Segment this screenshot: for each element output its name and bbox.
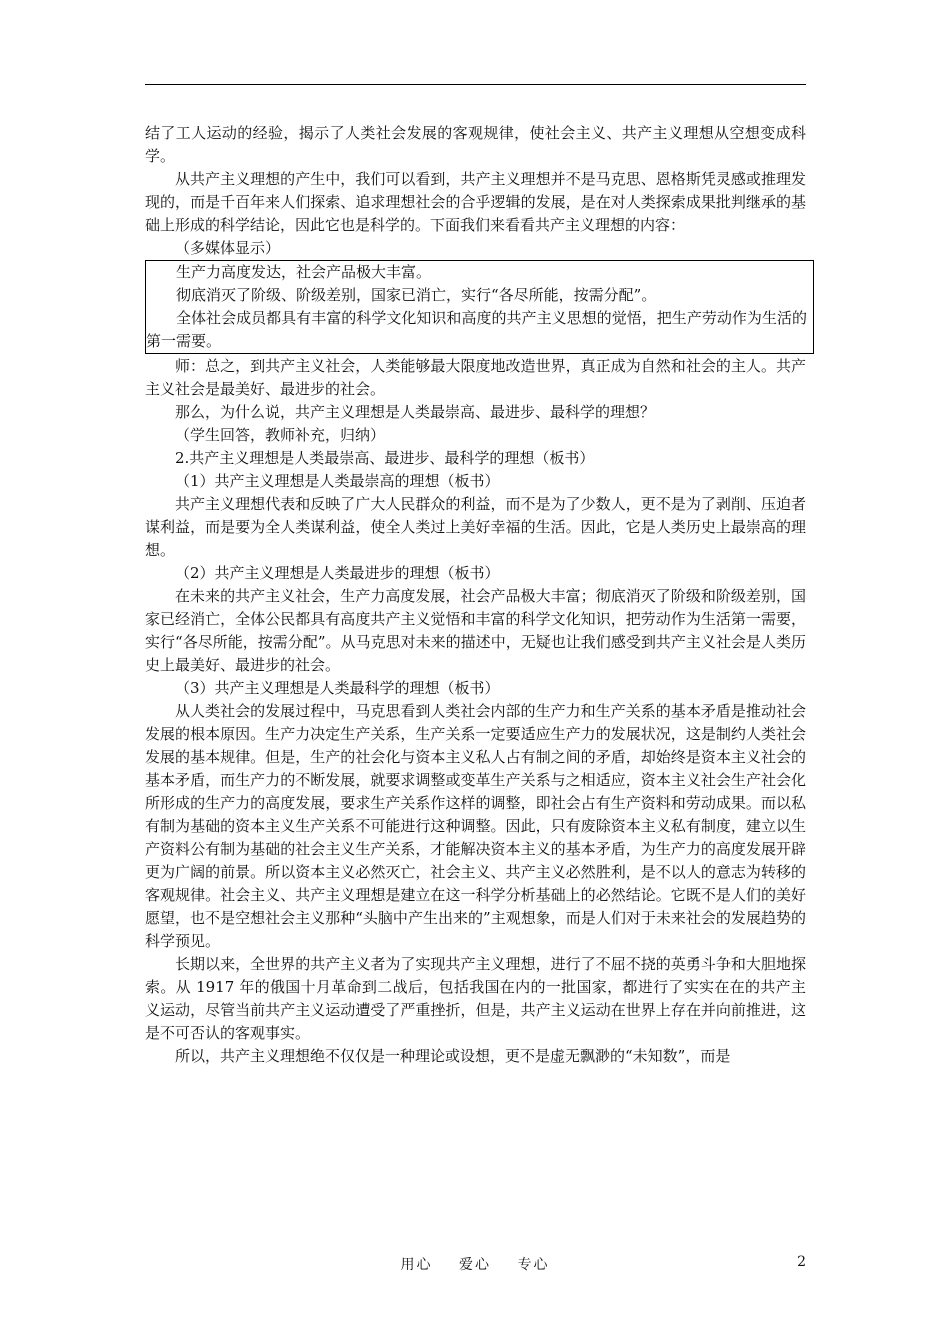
box-line: 全体社会成员都具有丰富的科学文化知识和高度的共产主义思想的觉悟，把生产劳动作为生活的第一需要。	[146, 309, 807, 350]
footer-motto-word: 用心	[400, 1257, 433, 1273]
paragraph: 所以，共产主义理想绝不仅仅是一种理论或设想，更不是虚无飘渺的“未知数”，而是	[175, 1047, 731, 1065]
boxed-content	[145, 260, 814, 354]
subsection-heading: （2）共产主义理想是人类最进步的理想（板书）	[175, 564, 500, 582]
multimedia-note: （多媒体显示）	[175, 239, 281, 257]
footer-motto-word: 专心	[517, 1257, 550, 1273]
subsection-heading: （1）共产主义理想是人类最崇高的理想（板书）	[175, 472, 500, 490]
paragraph: 那么，为什么说，共产主义理想是人类最崇高、最进步、最科学的理想？	[175, 403, 656, 421]
paragraph: 在未来的共产主义社会，生产力高度发展，社会产品极大丰富；彻底消灭了阶级和阶级差别，国家已经消亡，全体公民都具有高度共产主义觉悟和丰富的科学文化知识，把劳动作为生活第一需要，实行“各尽所能，按需分配”。从马克思对未来的描述中，无疑也让我们感受到共产主义社会是人类历史上最美好、最进步的社会。	[145, 587, 806, 674]
paragraph: 师：总之，到共产主义社会，人类能够最大限度地改造世界，真正成为自然和社会的主人。共产主义社会是最美好、最进步的社会。	[145, 357, 806, 398]
paragraph: 从共产主义理想的产生中，我们可以看到，共产主义理想并不是马克思、恩格斯凭灵感或推理发现的，而是千百年来人们探索、追求理想社会的合乎逻辑的发展，是在对人类探索成果批判继承的基础上形成的科学结论，因此它也是科学的。下面我们来看看共产主义理想的内容：	[145, 170, 806, 234]
section-heading: 2.共产主义理想是人类最崇高、最进步、最科学的理想（板书）	[175, 449, 595, 467]
footer-motto	[0, 1254, 950, 1274]
document-body	[145, 122, 806, 1068]
subsection-heading: （3）共产主义理想是人类最科学的理想（板书）	[175, 679, 500, 697]
box-line: 生产力高度发达，社会产品极大丰富。	[176, 263, 432, 281]
paragraph: 从人类社会的发展过程中，马克思看到人类社会内部的生产力和生产关系的基本矛盾是推动社会发展的根本原因。生产力决定生产关系，生产关系一定要适应生产力的发展状况，这是制约人类社会发展的基本规律。但是，生产的社会化与资本主义私人占有制之间的矛盾，却始终是资本主义社会的基本矛盾，而生产力的不断发展，就要求调整或变革生产关系与之相适应，资本主义社会生产社会化所形成的生产力的高度发展，要求生产关系作这样的调整，即社会占有生产资料和劳动成果。而以私有制为基础的资本主义生产关系不可能进行这种调整。因此，只有废除资本主义私有制度，建立以生产资料公有制为基础的社会主义生产关系，才能解决资本主义的基本矛盾，为生产力的高度发展开辟更为广阔的前景。所以资本主义必然灭亡，社会主义、共产主义必然胜利，是不以人的意志为转移的客观规律。社会主义、共产主义理想是建立在这一科学分析基础上的必然结论。它既不是人们的美好愿望，也不是空想社会主义那种“头脑中产生出来的”主观想象，而是人们对于未来社会的发展趋势的科学预见。	[145, 702, 806, 950]
box-line: 彻底消灭了阶级、阶级差别，国家已消亡，实行“各尽所能，按需分配”。	[176, 286, 657, 304]
page-number: 2	[797, 1254, 806, 1270]
paragraph: （学生回答，教师补充，归纳）	[175, 426, 386, 444]
paragraph: 共产主义理想代表和反映了广大人民群众的利益，而不是为了少数人，更不是为了剥削、压迫者谋利益，而是要为全人类谋利益，使全人类过上美好幸福的生活。因此，它是人类历史上最崇高的理想。	[145, 495, 806, 559]
header-rule	[145, 84, 806, 85]
paragraph: 结了工人运动的经验，揭示了人类社会发展的客观规律，使社会主义、共产主义理想从空想变成科学。	[145, 124, 806, 165]
paragraph: 长期以来，全世界的共产主义者为了实现共产主义理想，进行了不屈不挠的英勇斗争和大胆地探索。从 1917 年的俄国十月革命到二战后，包括我国在内的一批国家，都进行了实实在在的共产主义运动，尽管当前共产主义运动遭受了严重挫折，但是，共产主义运动在世界上存在并向前推进，这是不可否认的客观事实。	[145, 955, 806, 1042]
footer-motto-word: 爱心	[459, 1257, 491, 1273]
